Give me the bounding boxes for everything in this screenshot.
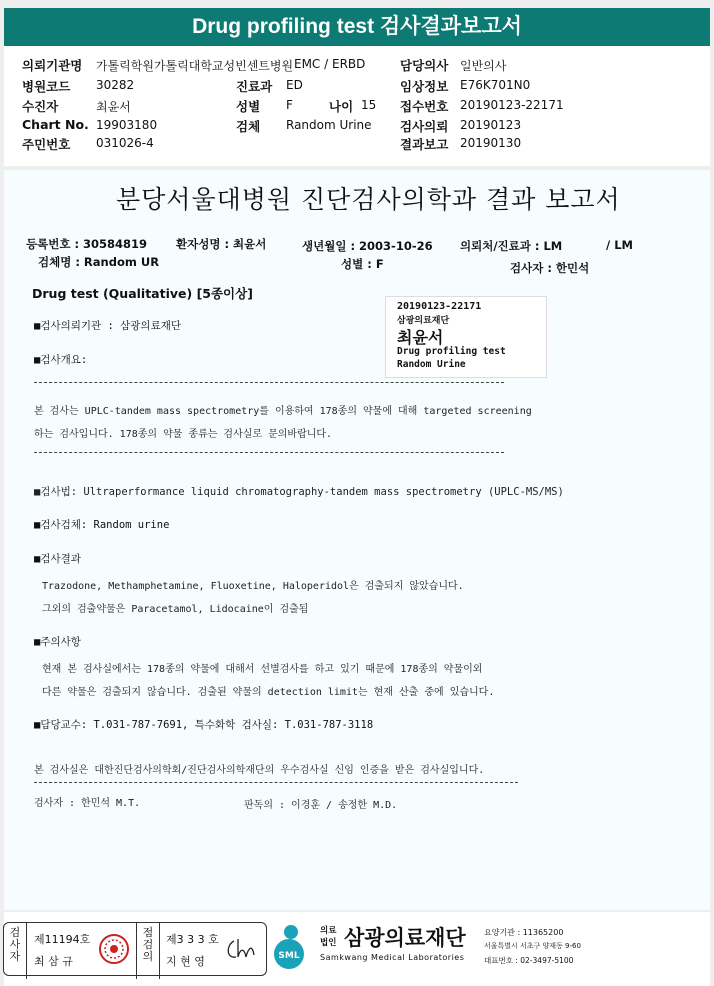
caution-line-1: 현재 본 검사실에서는 178종의 약물에 대해서 선별검사를 하고 있기 때문에 178종의 약물이외 bbox=[42, 664, 483, 675]
chart-label: Chart No. bbox=[22, 117, 89, 132]
ref-dept-2: / LM bbox=[606, 238, 633, 252]
specimen-line: ■검사검체: Random urine bbox=[34, 519, 170, 531]
seal-stamp-icon bbox=[98, 933, 130, 965]
examiner-license: 제11194호 bbox=[34, 933, 91, 946]
result-heading: ■검사결과 bbox=[34, 553, 81, 565]
contact-line: ■담당교수: T.031-787-7691, 특수화학 검사실: T.031-787-3118 bbox=[34, 719, 374, 731]
sticker-test: Drug profiling test bbox=[397, 346, 506, 357]
overview-heading: ■검사개요: bbox=[34, 354, 88, 366]
id-value: 031026-4 bbox=[96, 136, 154, 150]
header-panel bbox=[4, 46, 710, 166]
doctor-value: 일반의사 bbox=[460, 59, 507, 73]
institution-line: ■검사의뢰기관 : 삼광의료재단 bbox=[34, 320, 182, 332]
signature-box bbox=[3, 922, 267, 976]
divider bbox=[34, 452, 504, 453]
specimen-value: Random Urine bbox=[286, 118, 372, 132]
org-code: 요양기관 : 11365200 bbox=[484, 928, 564, 937]
overview-line-2: 하는 검사입니다. 178종의 약물 종류는 검사실로 문의바랍니다. bbox=[34, 429, 333, 440]
request-value: 20190123 bbox=[460, 118, 522, 132]
specimen-name: 검체명 : Random UR bbox=[38, 255, 160, 269]
divider bbox=[34, 782, 518, 783]
clinical-label: 임상정보 bbox=[400, 79, 449, 94]
patient-name: 환자성명 : 최윤서 bbox=[176, 237, 267, 251]
request-label: 검사의뢰 bbox=[400, 119, 449, 134]
report-date-value: 20190130 bbox=[460, 136, 522, 150]
age-label: 나이 bbox=[329, 99, 354, 114]
reviewer-name: 지 현 영 bbox=[166, 955, 205, 968]
org-name: 삼광의료재단 bbox=[344, 926, 466, 950]
doctor-label: 담당의사 bbox=[400, 58, 449, 73]
institution-label: 의뢰기관명 bbox=[22, 58, 83, 73]
reader-line: 판독의 : 이경훈 / 송정한 M.D. bbox=[244, 800, 398, 811]
org-english: Samkwang Medical Laboratories bbox=[320, 953, 465, 962]
report-date-label: 결과보고 bbox=[400, 137, 449, 152]
org-prefix-1: 의료 bbox=[320, 926, 337, 936]
receipt-value: 20190123-22171 bbox=[460, 98, 564, 112]
overlay-text: EMC / ERBD bbox=[294, 57, 366, 71]
scan-examiner: 검사자 : 한민석 bbox=[510, 261, 590, 275]
clinical-value: E76K701N0 bbox=[460, 78, 531, 92]
patient-value: 최윤서 bbox=[96, 100, 131, 114]
patient-label: 수진자 bbox=[22, 99, 59, 114]
divider bbox=[34, 382, 504, 383]
logo-text: SML bbox=[278, 951, 300, 961]
examiner-vertical-label: 검 사 자 bbox=[4, 923, 27, 979]
overview-line-1: 본 검사는 UPLC-tandem mass spectrometry를 이용하여 178종의 약물에 대해 targeted screening bbox=[34, 406, 532, 417]
reviewer-license: 제3 3 3 호 bbox=[166, 933, 219, 946]
sticker-receipt: 20190123-22171 bbox=[397, 301, 482, 312]
signature-icon bbox=[224, 935, 260, 963]
specimen-label: 검체 bbox=[236, 119, 261, 134]
age-value: 15 bbox=[361, 98, 377, 112]
ref-dept: 의뢰처/진료과 : LM bbox=[460, 239, 563, 253]
scan-title: 분당서울대병원 진단검사의학과 결과 보고서 bbox=[116, 185, 621, 214]
caution-line-2: 다른 약물은 검출되지 않습니다. 검출된 약물의 detection limit는 현재 산출 중에 있습니다. bbox=[42, 687, 495, 698]
code-value: 30282 bbox=[96, 78, 135, 92]
report-title: Drug profiling test 검사결과보고서 bbox=[192, 15, 522, 38]
receipt-label: 접수번호 bbox=[400, 99, 449, 114]
examiner-name: 최 삼 규 bbox=[34, 955, 73, 968]
dept-label: 진료과 bbox=[236, 79, 273, 94]
reg-no: 등록번호 : 30584819 bbox=[26, 237, 148, 251]
chart-value: 19903180 bbox=[96, 118, 158, 132]
sml-logo-icon bbox=[271, 922, 315, 970]
certification-line: 본 검사실은 대한진단검사의학회/진단검사의학재단의 우수검사실 신임 인증을 받은 검사실입니다. bbox=[34, 765, 485, 776]
org-prefix-2: 법인 bbox=[320, 938, 337, 948]
scanned-report bbox=[4, 170, 710, 910]
sticker-org: 삼광의료재단 bbox=[397, 316, 450, 326]
org-address: 서울특별시 서초구 양재동 9-60 bbox=[484, 942, 581, 950]
scan-sex: 성별 : F bbox=[341, 257, 384, 271]
test-name: Drug test (Qualitative) [5종이상] bbox=[32, 286, 253, 301]
institution-value: 가톨릭학원가톨릭대학교성빈센트병원 bbox=[96, 59, 294, 73]
org-tel: 대표번호 : 02-3497-5100 bbox=[484, 956, 574, 965]
report-title-bar bbox=[4, 8, 710, 46]
specimen-label-sticker bbox=[385, 296, 547, 378]
reviewer-vertical-label: 점 검 의 bbox=[136, 923, 160, 979]
caution-heading: ■주의사항 bbox=[34, 636, 81, 648]
dept-value: ED bbox=[286, 78, 303, 92]
id-label: 주민번호 bbox=[22, 137, 71, 152]
birth-date: 생년월일 : 2003-10-26 bbox=[302, 239, 433, 253]
sticker-name: 최윤서 bbox=[397, 328, 444, 347]
result-line-1: Trazodone, Methamphetamine, Fluoxetine, Haloperidol은 검출되지 않았습니다. bbox=[42, 581, 464, 592]
sticker-specimen: Random Urine bbox=[397, 359, 466, 370]
method-line: ■검사법: Ultraperformance liquid chromatography-tandem mass spectrometry (UPLC-MS/MS) bbox=[34, 486, 564, 498]
code-label: 병원코드 bbox=[22, 79, 71, 94]
sex-value: F bbox=[286, 98, 293, 112]
result-line-2: 그외의 검출약물은 Paracetamol, Lidocaine이 검출됨 bbox=[42, 604, 309, 615]
sex-label: 성별 bbox=[236, 99, 261, 114]
technician-line: 검사자 : 한민석 M.T. bbox=[34, 798, 141, 809]
